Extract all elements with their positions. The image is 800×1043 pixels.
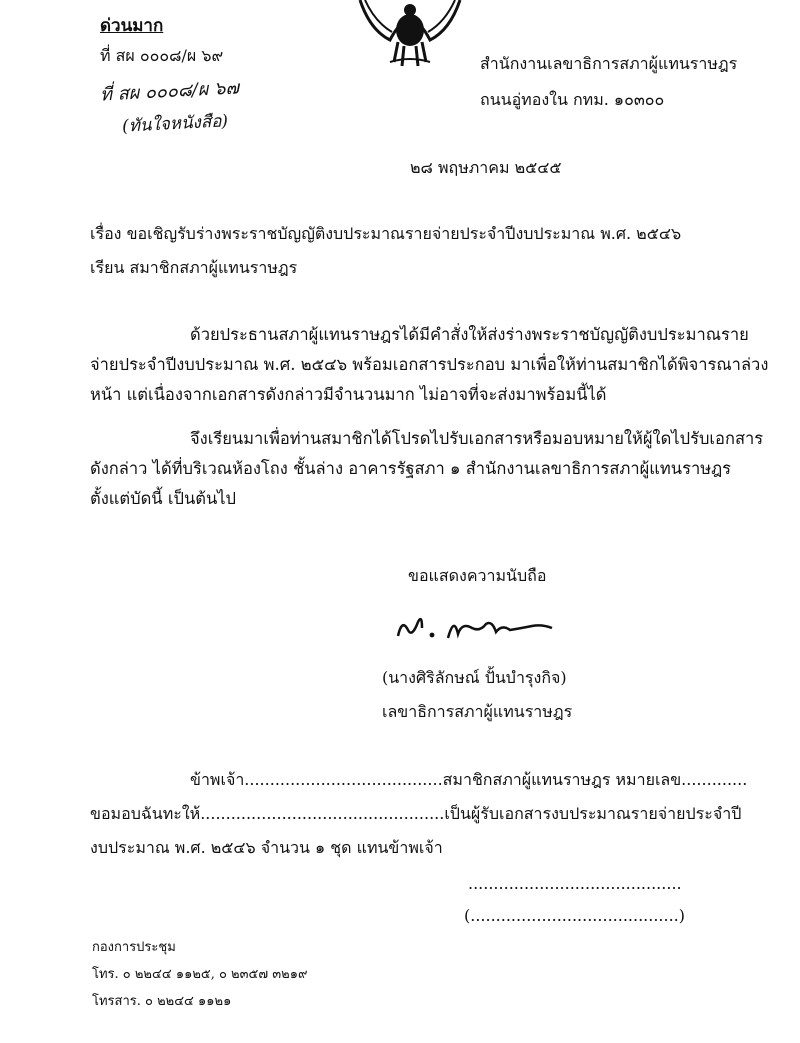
proxy-form-line-3: งบประมาณ พ.ศ. ๒๕๔๖ จำนวน ๑ ชุด แทนข้าพเจ้า	[90, 838, 443, 857]
body-paragraph-1: ด้วยประธานสภาผู้แทนราษฎรได้มีคำสั่งให้ส่งร่างพระราชบัญญัติงบประมาณรายจ่ายประจำปีงบประมาณ พ.ศ. ๒๕๔๖ พร้อมเอกสารประกอบ มาเพื่อให้ท่านสมาชิกได้พิจารณาล่วงหน้า แต่เนื่องจากเอกสารดังกล่าวมีจำนวนมาก ไม่อาจที่จะส่งมาพร้อมนี้ได้	[90, 325, 769, 404]
body-paragraph-2: จึงเรียนมาเพื่อท่านสมาชิกได้โปรดไปรับเอกสารหรือมอบหมายให้ผู้ใดไปรับเอกสารดังกล่าว ได้ที่บริเวณห้องโถง ชั้นล่าง อาคารรัฐสภา ๑ สำนักงานเลขาธิการสภาผู้แทนราษฎร ตั้งแต่บัดนี้ เป็นต้นไป	[90, 429, 764, 508]
reference-number: ที่ สผ ๐๐๐๘/ผ ๖๙	[100, 46, 224, 65]
office-name: สำนักงานเลขาธิการสภาผู้แทนราษฎร	[480, 54, 738, 73]
recipient-label: เรียน	[90, 258, 125, 277]
footer-department: กองการประชุม	[92, 940, 176, 955]
footer-phone: โทร. ๐ ๒๒๔๔ ๑๑๒๕, ๐ ๒๓๕๗ ๓๒๑๙	[92, 967, 308, 982]
handwritten-reference: ที่ สผ ๐๐๐๘/ผ ๖๗	[99, 77, 240, 106]
proxy-name-line: (.........................................)	[464, 906, 686, 925]
closing-regards: ขอแสดงความนับถือ	[408, 566, 547, 585]
subject-text: ขอเชิญรับร่างพระราชบัญญัติงบประมาณรายจ่ายประจำปีงบประมาณ พ.ศ. ๒๕๔๖	[126, 224, 682, 243]
signer-title: เลขาธิการสภาผู้แทนราษฎร	[382, 702, 573, 721]
proxy-signature-line: ..........................................	[468, 874, 682, 893]
office-address: ถนนอู่ทองใน กทม. ๑๐๓๐๐	[480, 90, 665, 109]
handwritten-note: (ทันใจหนังสือ)	[121, 111, 229, 137]
recipient-text: สมาชิกสภาผู้แทนราษฎร	[129, 258, 298, 277]
signer-name: (นางศิริลักษณ์ ปั้นบำรุงกิจ)	[382, 668, 567, 687]
footer-fax: โทรสาร. ๐ ๒๒๔๔ ๑๑๒๑	[92, 994, 232, 1009]
garuda-emblem	[350, 0, 470, 74]
letter-date: ๒๘ พฤษภาคม ๒๕๔๕	[410, 158, 562, 177]
subject-line	[90, 222, 681, 247]
proxy-form-line-2: ขอมอบฉันทะให้................................................เป็นผู้รับเอกสารงบประมาณรายจ่ายประจำปี	[90, 804, 742, 823]
urgency-label: ด่วนมาก	[100, 16, 164, 36]
subject-label: เรื่อง	[90, 224, 122, 243]
proxy-form-line-1: ข้าพเจ้า.......................................สมาชิกสภาผู้แทนราษฎร หมายเลข.............	[190, 770, 748, 789]
signature	[392, 608, 562, 648]
recipient-line	[90, 256, 297, 281]
